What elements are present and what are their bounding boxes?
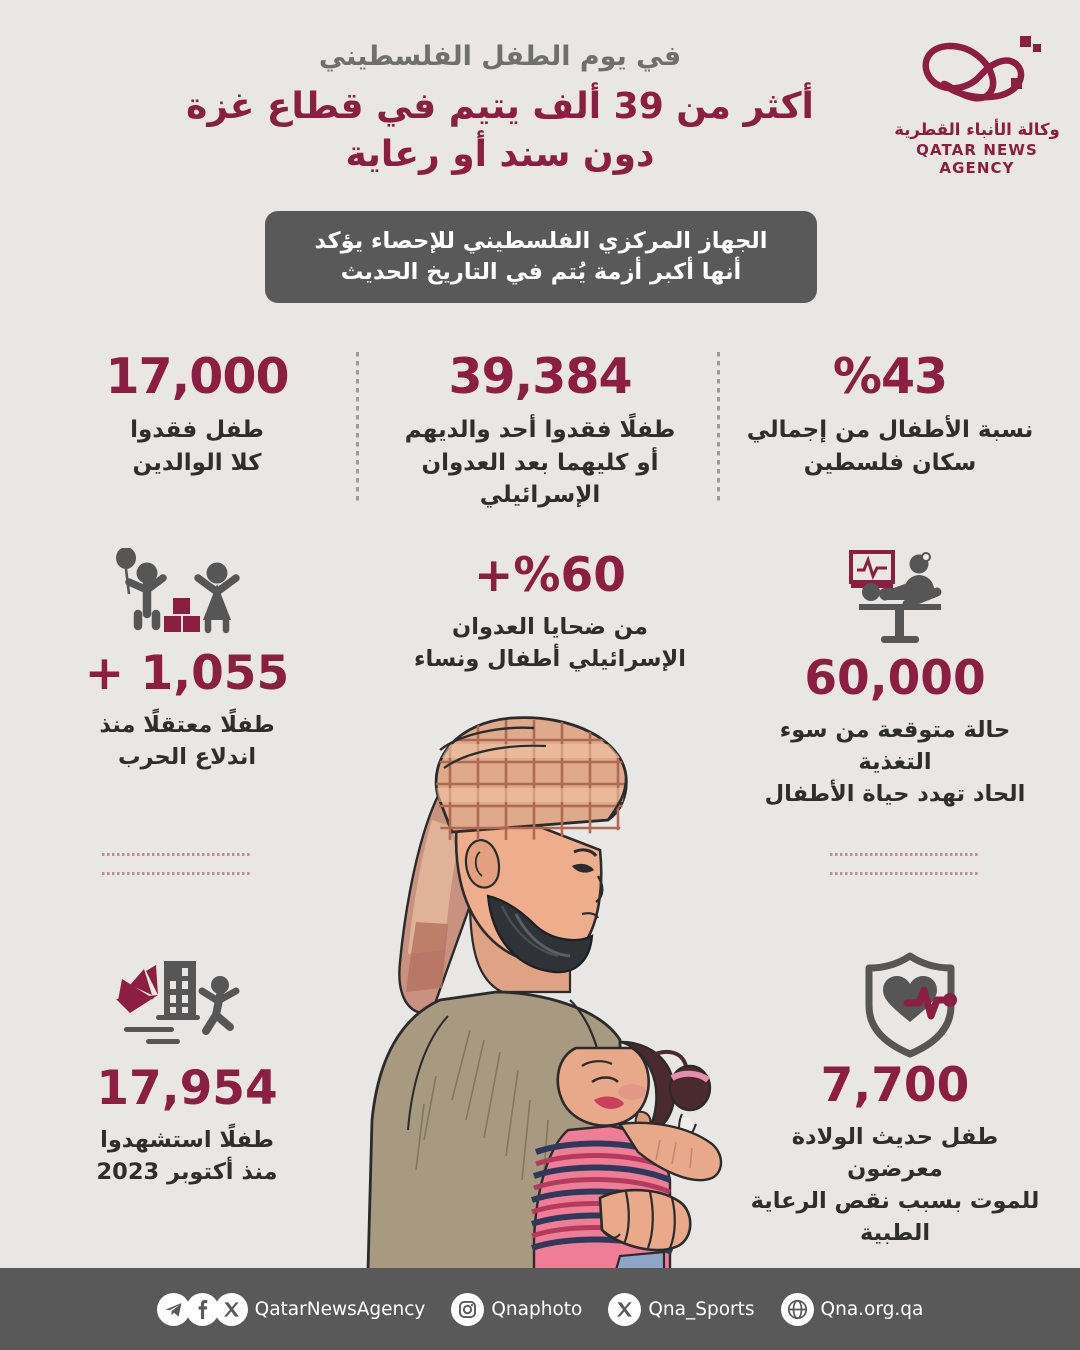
stat-value: +%60 (474, 548, 626, 603)
caption-line-1: طفل حديث الولادة معرضون (791, 1124, 999, 1182)
social-group-sports (608, 1293, 754, 1326)
stat-caption (52, 414, 342, 479)
stat-value: 17,954 (96, 1061, 278, 1116)
vertical-dotted-divider (717, 352, 720, 504)
horizontal-dotted-separator (102, 853, 252, 856)
eyebrow-text: في يوم الطفل الفلسطيني (318, 41, 682, 72)
horizontal-dotted-separator (102, 872, 252, 875)
caption-line-2: سكان فلسطين (803, 449, 977, 476)
telegram-icon[interactable] (157, 1293, 190, 1326)
caption-line-1: طفل فقدوا (130, 417, 264, 443)
caption-line-2: الإسرائيلي أطفال ونساء (414, 645, 686, 672)
caption-line-1: من ضحايا العدوان (452, 614, 648, 640)
caption-line-2: اندلاع الحرب (117, 743, 257, 770)
caption-line-2: منذ أكتوبر 2023 (96, 1158, 278, 1185)
stat-caption (42, 1125, 332, 1189)
stat-victims-women-children (405, 548, 695, 676)
medical-exam-icon (845, 548, 955, 648)
logo-name-arabic: وكالة الأنباء القطرية (894, 120, 1060, 139)
social-group-main (157, 1293, 426, 1326)
horizontal-dotted-separator (830, 872, 978, 875)
social-icons (157, 1293, 244, 1326)
caption-line-1: حالة متوقعة من سوء التغذية (779, 717, 1011, 775)
x-icon[interactable] (215, 1293, 248, 1326)
headline-line-1: أكثر من 39 ألف يتيم في قطاع غزة (186, 85, 814, 127)
social-icons (781, 1293, 810, 1326)
caption-line-2: أو كليهما بعد العدوان (421, 449, 659, 476)
stat-malnutrition-cases (745, 651, 1045, 811)
stat-orphans-both-parents (52, 348, 342, 479)
shield-heart-pulse-icon (855, 950, 965, 1060)
caption-line-3: الإسرائيلي (479, 482, 601, 509)
stat-detained-children (42, 646, 332, 774)
caption-line-2: للموت بسبب نقص الرعاية الطبية (750, 1187, 1040, 1246)
stat-caption (745, 715, 1045, 811)
header (0, 0, 1080, 200)
vertical-dotted-divider (356, 352, 359, 504)
stat-value: 7,700 (820, 1058, 970, 1113)
stat-orphans-total (380, 348, 700, 512)
stat-caption (740, 414, 1040, 479)
subtitle-line-2: أنها أكبر أزمة يُتم في التاريخ الحديث (340, 259, 742, 285)
qna-knot-logo-icon (892, 26, 1062, 118)
stat-value: 39,384 (448, 348, 632, 405)
caption-line-2: كلا الوالدين (132, 449, 262, 476)
children-playing-icon (105, 548, 265, 638)
globe-icon[interactable] (781, 1293, 814, 1326)
horizontal-dotted-separator (830, 853, 978, 856)
caption-line-1: نسبة الأطفال من إجمالي (746, 417, 1034, 443)
social-handle[interactable]: QatarNewsAgency (254, 1298, 426, 1320)
social-handle[interactable]: Qna_Sports (648, 1298, 755, 1320)
page-title (170, 83, 830, 179)
caption-line-1: طفلًا معتقلًا منذ (99, 712, 275, 738)
social-group-instagram (451, 1293, 582, 1326)
stat-children-share (740, 348, 1040, 479)
headline-block (170, 40, 830, 179)
social-icons (608, 1293, 637, 1326)
caption-line-1: طفلًا استشهدوا (100, 1127, 274, 1153)
x-icon[interactable] (608, 1293, 641, 1326)
stat-children-killed (42, 1061, 332, 1189)
stat-value: %43 (832, 348, 948, 405)
stat-caption (380, 414, 700, 512)
footer-social-bar (0, 1268, 1080, 1350)
instagram-icon[interactable] (451, 1293, 484, 1326)
facebook-icon[interactable] (186, 1293, 219, 1326)
subtitle-text (315, 226, 768, 289)
father-holding-sleeping-girl-illustration (320, 700, 750, 1270)
social-icons (451, 1293, 480, 1326)
stat-caption (405, 612, 695, 676)
headline-line-2: دون سند أو رعاية (345, 133, 655, 175)
social-handle[interactable]: Qna.org.qa (820, 1298, 924, 1320)
subtitle-banner (265, 211, 817, 303)
stat-value: + 1,055 (84, 646, 290, 701)
caption-line-2: الحاد تهدد حياة الأطفال (764, 780, 1026, 807)
stat-value: 60,000 (804, 651, 986, 706)
caption-line-1: طفلًا فقدوا أحد والديهم (404, 417, 676, 443)
social-group-website (781, 1293, 924, 1326)
qna-logo[interactable] (892, 26, 1062, 177)
stat-value: 17,000 (105, 348, 289, 405)
stat-newborns-at-risk (745, 1058, 1045, 1250)
subtitle-line-1: الجهاز المركزي الفلسطيني للإحصاء يؤكد (314, 227, 768, 254)
stat-caption (745, 1122, 1045, 1250)
building-destruction-icon (110, 955, 260, 1055)
stat-caption (42, 710, 332, 774)
social-handle[interactable]: Qnaphoto (491, 1298, 583, 1320)
logo-name-english: QATAR NEWS AGENCY (916, 141, 1038, 177)
